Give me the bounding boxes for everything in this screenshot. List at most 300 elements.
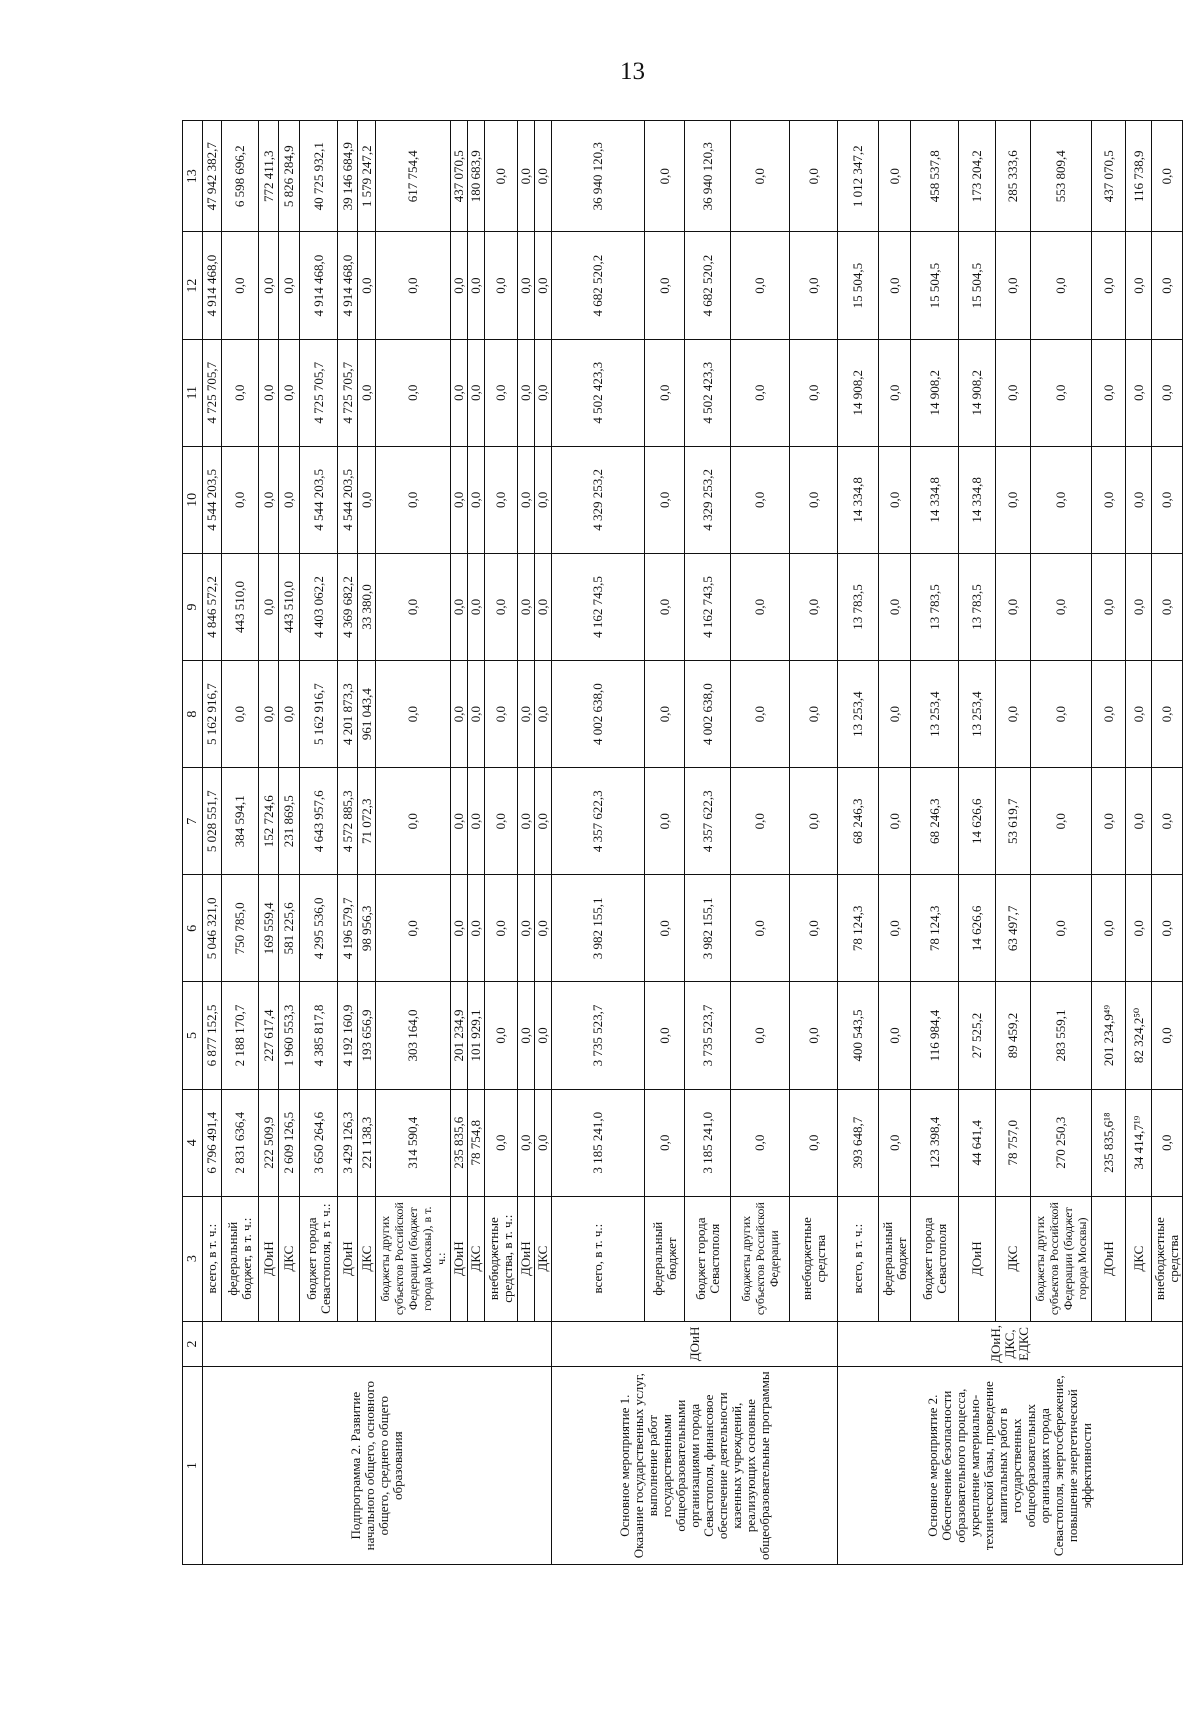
value-cell: 0,0 bbox=[1126, 339, 1152, 446]
value-cell: 14 626,6 bbox=[959, 875, 996, 982]
value-cell: 0,0 bbox=[879, 121, 911, 232]
value-cell: 4 192 160,9 bbox=[338, 982, 358, 1089]
value-cell: 0,0 bbox=[518, 661, 535, 768]
value-cell: 78 754,8 bbox=[468, 1089, 485, 1196]
value-cell: 0,0 bbox=[645, 661, 685, 768]
value-cell: 0,0 bbox=[645, 232, 685, 339]
value-cell: 0,0 bbox=[996, 661, 1031, 768]
value-cell: 0,0 bbox=[790, 1089, 838, 1196]
value-cell: 6 877 152,5 bbox=[203, 982, 222, 1089]
value-cell: 36 940 120,3 bbox=[552, 121, 645, 232]
value-cell: 82 324,2⁵⁰ bbox=[1126, 982, 1152, 1089]
funding-source-cell: всего, в т. ч.: bbox=[552, 1196, 645, 1321]
funding-source-cell: федеральный бюджет, в т. ч.: bbox=[222, 1196, 259, 1321]
value-cell: 3 185 241,0 bbox=[552, 1089, 645, 1196]
value-cell: 0,0 bbox=[222, 232, 259, 339]
header-col-11: 11 bbox=[183, 339, 203, 446]
value-cell: 0,0 bbox=[535, 446, 552, 553]
value-cell: 4 544 203,5 bbox=[203, 446, 222, 553]
value-cell: 14 908,2 bbox=[959, 339, 996, 446]
value-cell: 0,0 bbox=[451, 768, 468, 875]
value-cell: 1 960 553,3 bbox=[279, 982, 300, 1089]
value-cell: 0,0 bbox=[731, 553, 790, 660]
value-cell: 0,0 bbox=[485, 553, 518, 660]
funding-source-cell: бюджеты других субъектов Российской Федерации bbox=[731, 1196, 790, 1321]
value-cell: 4 357 622,3 bbox=[552, 768, 645, 875]
header-row bbox=[183, 121, 203, 1565]
header-col-8: 8 bbox=[183, 661, 203, 768]
funding-source-cell: внебюджетные средства bbox=[790, 1196, 838, 1321]
value-cell: 0,0 bbox=[731, 446, 790, 553]
value-cell: 0,0 bbox=[731, 661, 790, 768]
value-cell: 6 796 491,4 bbox=[203, 1089, 222, 1196]
value-cell: 0,0 bbox=[645, 875, 685, 982]
value-cell: 0,0 bbox=[1126, 446, 1152, 553]
value-cell: 68 246,3 bbox=[838, 768, 879, 875]
value-cell: 0,0 bbox=[1126, 875, 1152, 982]
funding-source-cell: всего, в т. ч.: bbox=[203, 1196, 222, 1321]
value-cell: 0,0 bbox=[535, 982, 552, 1089]
funding-source-cell: ДКС bbox=[279, 1196, 300, 1321]
value-cell: 0,0 bbox=[518, 875, 535, 982]
value-cell: 0,0 bbox=[518, 1089, 535, 1196]
value-cell: 2 831 636,4 bbox=[222, 1089, 259, 1196]
value-cell: 3 735 523,7 bbox=[685, 982, 731, 1089]
value-cell: 4 162 743,5 bbox=[552, 553, 645, 660]
value-cell: 15 504,5 bbox=[838, 232, 879, 339]
value-cell: 4 201 873,3 bbox=[338, 661, 358, 768]
value-cell: 0,0 bbox=[518, 553, 535, 660]
value-cell: 4 544 203,5 bbox=[338, 446, 358, 553]
value-cell: 0,0 bbox=[1152, 339, 1183, 446]
value-cell: 231 869,5 bbox=[279, 768, 300, 875]
value-cell: 68 246,3 bbox=[911, 768, 959, 875]
value-cell: 4 002 638,0 bbox=[685, 661, 731, 768]
value-cell: 0,0 bbox=[222, 446, 259, 553]
value-cell: 0,0 bbox=[1152, 232, 1183, 339]
value-cell: 0,0 bbox=[518, 446, 535, 553]
funding-source-cell: внебюджетные средства bbox=[1152, 1196, 1183, 1321]
value-cell: 0,0 bbox=[1152, 875, 1183, 982]
value-cell: 2 609 126,5 bbox=[279, 1089, 300, 1196]
value-cell: 4 385 817,8 bbox=[300, 982, 338, 1089]
value-cell: 0,0 bbox=[645, 339, 685, 446]
value-cell: 393 648,7 bbox=[838, 1089, 879, 1196]
value-cell: 0,0 bbox=[1152, 121, 1183, 232]
value-cell: 400 543,5 bbox=[838, 982, 879, 1089]
value-cell: 0,0 bbox=[1152, 768, 1183, 875]
value-cell: 0,0 bbox=[451, 446, 468, 553]
value-cell: 0,0 bbox=[1152, 446, 1183, 553]
value-cell: 13 253,4 bbox=[911, 661, 959, 768]
value-cell: 0,0 bbox=[790, 982, 838, 1089]
value-cell: 0,0 bbox=[879, 768, 911, 875]
table-row bbox=[552, 121, 645, 1565]
value-cell: 2 188 170,7 bbox=[222, 982, 259, 1089]
value-cell: 0,0 bbox=[645, 446, 685, 553]
value-cell: 36 940 120,3 bbox=[685, 121, 731, 232]
value-cell: 4 329 253,2 bbox=[685, 446, 731, 553]
table-row bbox=[838, 121, 879, 1565]
value-cell: 14 334,8 bbox=[959, 446, 996, 553]
value-cell: 0,0 bbox=[518, 121, 535, 232]
value-cell: 0,0 bbox=[222, 661, 259, 768]
value-cell: 0,0 bbox=[1126, 232, 1152, 339]
value-cell: 4 846 572,2 bbox=[203, 553, 222, 660]
funding-source-cell: ДКС bbox=[358, 1196, 376, 1321]
funding-source-cell: ДОиН bbox=[959, 1196, 996, 1321]
program-name-cell: Основное мероприятие 1. Оказание государственных услуг, выполнение работ государственными общеобразовательными организациями города Севастополя, финансовое обеспечение деятельности казенных учреждений, реализующих основные общеобразовательные программы bbox=[552, 1367, 838, 1565]
value-cell: 0,0 bbox=[1152, 661, 1183, 768]
value-cell: 0,0 bbox=[731, 121, 790, 232]
responsible-cell bbox=[203, 1321, 552, 1367]
value-cell: 0,0 bbox=[279, 661, 300, 768]
value-cell: 3 429 126,3 bbox=[338, 1089, 358, 1196]
value-cell: 0,0 bbox=[259, 553, 279, 660]
value-cell: 0,0 bbox=[1152, 982, 1183, 1089]
value-cell: 581 225,6 bbox=[279, 875, 300, 982]
value-cell: 5 162 916,7 bbox=[300, 661, 338, 768]
funding-source-cell: бюджет города Севастополя, в т. ч.: bbox=[300, 1196, 338, 1321]
value-cell: 4 643 957,6 bbox=[300, 768, 338, 875]
value-cell: 458 537,8 bbox=[911, 121, 959, 232]
funding-source-cell: ДКС bbox=[1126, 1196, 1152, 1321]
value-cell: 0,0 bbox=[996, 446, 1031, 553]
funding-source-cell: федеральный бюджет bbox=[879, 1196, 911, 1321]
value-cell: 303 164,0 bbox=[376, 982, 451, 1089]
value-cell: 0,0 bbox=[259, 446, 279, 553]
value-cell: 6 598 696,2 bbox=[222, 121, 259, 232]
value-cell: 4 682 520,2 bbox=[685, 232, 731, 339]
funding-source-cell: внебюджетные средства, в т. ч.: bbox=[485, 1196, 518, 1321]
value-cell: 5 162 916,7 bbox=[203, 661, 222, 768]
value-cell: 0,0 bbox=[451, 339, 468, 446]
value-cell: 961 043,4 bbox=[358, 661, 376, 768]
funding-source-cell: ДОиН bbox=[451, 1196, 468, 1321]
value-cell: 0,0 bbox=[535, 553, 552, 660]
value-cell: 0,0 bbox=[790, 661, 838, 768]
value-cell: 0,0 bbox=[790, 446, 838, 553]
value-cell: 3 982 155,1 bbox=[685, 875, 731, 982]
value-cell: 222 509,9 bbox=[259, 1089, 279, 1196]
value-cell: 14 908,2 bbox=[911, 339, 959, 446]
funding-source-cell: всего, в т. ч.: bbox=[838, 1196, 879, 1321]
value-cell: 4 914 468,0 bbox=[203, 232, 222, 339]
value-cell: 0,0 bbox=[358, 339, 376, 446]
value-cell: 437 070,5 bbox=[451, 121, 468, 232]
value-cell: 0,0 bbox=[535, 1089, 552, 1196]
value-cell: 5 046 321,0 bbox=[203, 875, 222, 982]
value-cell: 0,0 bbox=[996, 339, 1031, 446]
funding-source-cell: бюджет города Севастополя bbox=[685, 1196, 731, 1321]
value-cell: 0,0 bbox=[1126, 768, 1152, 875]
table-body bbox=[203, 121, 1183, 1565]
value-cell: 0,0 bbox=[485, 232, 518, 339]
value-cell: 0,0 bbox=[879, 446, 911, 553]
value-cell: 14 334,8 bbox=[911, 446, 959, 553]
header-col-7: 7 bbox=[183, 768, 203, 875]
value-cell: 0,0 bbox=[1031, 661, 1092, 768]
value-cell: 44 641,4 bbox=[959, 1089, 996, 1196]
value-cell: 0,0 bbox=[485, 121, 518, 232]
header-col-4: 4 bbox=[183, 1089, 203, 1196]
value-cell: 0,0 bbox=[451, 232, 468, 339]
value-cell: 553 809,4 bbox=[1031, 121, 1092, 232]
value-cell: 0,0 bbox=[996, 553, 1031, 660]
value-cell: 0,0 bbox=[376, 875, 451, 982]
value-cell: 169 559,4 bbox=[259, 875, 279, 982]
value-cell: 39 146 684,9 bbox=[338, 121, 358, 232]
value-cell: 0,0 bbox=[879, 232, 911, 339]
value-cell: 116 984,4 bbox=[911, 982, 959, 1089]
value-cell: 3 982 155,1 bbox=[552, 875, 645, 982]
value-cell: 14 908,2 bbox=[838, 339, 879, 446]
value-cell: 14 334,8 bbox=[838, 446, 879, 553]
value-cell: 221 138,3 bbox=[358, 1089, 376, 1196]
value-cell: 772 411,3 bbox=[259, 121, 279, 232]
value-cell: 0,0 bbox=[645, 553, 685, 660]
value-cell: 0,0 bbox=[485, 875, 518, 982]
value-cell: 0,0 bbox=[1092, 339, 1126, 446]
value-cell: 0,0 bbox=[645, 1089, 685, 1196]
value-cell: 0,0 bbox=[376, 339, 451, 446]
value-cell: 0,0 bbox=[879, 661, 911, 768]
value-cell: 0,0 bbox=[535, 661, 552, 768]
value-cell: 13 783,5 bbox=[911, 553, 959, 660]
value-cell: 180 683,9 bbox=[468, 121, 485, 232]
value-cell: 53 619,7 bbox=[996, 768, 1031, 875]
header-col-5: 5 bbox=[183, 982, 203, 1089]
value-cell: 0,0 bbox=[376, 232, 451, 339]
value-cell: 384 594,1 bbox=[222, 768, 259, 875]
rotated-table-container bbox=[182, 120, 1181, 1565]
value-cell: 4 369 682,2 bbox=[338, 553, 358, 660]
value-cell: 750 785,0 bbox=[222, 875, 259, 982]
funding-source-cell: ДОиН bbox=[259, 1196, 279, 1321]
value-cell: 63 497,7 bbox=[996, 875, 1031, 982]
value-cell: 0,0 bbox=[790, 339, 838, 446]
value-cell: 0,0 bbox=[279, 446, 300, 553]
value-cell: 0,0 bbox=[535, 875, 552, 982]
value-cell: 0,0 bbox=[1152, 553, 1183, 660]
header-col-3: 3 bbox=[183, 1196, 203, 1321]
value-cell: 78 757,0 bbox=[996, 1089, 1031, 1196]
funding-source-cell: ДОиН bbox=[518, 1196, 535, 1321]
value-cell: 0,0 bbox=[485, 339, 518, 446]
value-cell: 40 725 932,1 bbox=[300, 121, 338, 232]
value-cell: 5 826 284,9 bbox=[279, 121, 300, 232]
value-cell: 235 835,6¹⁸ bbox=[1092, 1089, 1126, 1196]
value-cell: 0,0 bbox=[645, 768, 685, 875]
value-cell: 0,0 bbox=[259, 661, 279, 768]
value-cell: 0,0 bbox=[731, 982, 790, 1089]
funding-source-cell: ДОиН bbox=[338, 1196, 358, 1321]
value-cell: 0,0 bbox=[790, 121, 838, 232]
header-col-9: 9 bbox=[183, 553, 203, 660]
value-cell: 4 725 705,7 bbox=[300, 339, 338, 446]
funding-source-cell: ДОиН bbox=[1092, 1196, 1126, 1321]
value-cell: 3 735 523,7 bbox=[552, 982, 645, 1089]
page-number: 13 bbox=[620, 58, 645, 85]
value-cell: 201 234,9 bbox=[451, 982, 468, 1089]
value-cell: 34 414,7¹⁹ bbox=[1126, 1089, 1152, 1196]
value-cell: 27 525,2 bbox=[959, 982, 996, 1089]
value-cell: 89 459,2 bbox=[996, 982, 1031, 1089]
value-cell: 4 725 705,7 bbox=[203, 339, 222, 446]
value-cell: 173 204,2 bbox=[959, 121, 996, 232]
value-cell: 0,0 bbox=[279, 232, 300, 339]
value-cell: 0,0 bbox=[879, 339, 911, 446]
value-cell: 33 380,0 bbox=[358, 553, 376, 660]
value-cell: 0,0 bbox=[879, 553, 911, 660]
value-cell: 13 253,4 bbox=[959, 661, 996, 768]
value-cell: 123 398,4 bbox=[911, 1089, 959, 1196]
value-cell: 0,0 bbox=[1031, 553, 1092, 660]
value-cell: 0,0 bbox=[879, 1089, 911, 1196]
responsible-cell: ДОиН, ДКС, ЕДКС bbox=[838, 1321, 1183, 1367]
value-cell: 0,0 bbox=[731, 768, 790, 875]
value-cell: 235 835,6 bbox=[451, 1089, 468, 1196]
value-cell: 4 572 885,3 bbox=[338, 768, 358, 875]
value-cell: 4 295 536,0 bbox=[300, 875, 338, 982]
value-cell: 0,0 bbox=[790, 768, 838, 875]
value-cell: 4 502 423,3 bbox=[685, 339, 731, 446]
value-cell: 101 929,1 bbox=[468, 982, 485, 1089]
funding-source-cell: федеральный бюджет bbox=[645, 1196, 685, 1321]
value-cell: 0,0 bbox=[1092, 875, 1126, 982]
value-cell: 0,0 bbox=[485, 768, 518, 875]
value-cell: 13 783,5 bbox=[959, 553, 996, 660]
value-cell: 0,0 bbox=[1031, 875, 1092, 982]
value-cell: 0,0 bbox=[1031, 446, 1092, 553]
value-cell: 14 626,6 bbox=[959, 768, 996, 875]
value-cell: 0,0 bbox=[1126, 661, 1152, 768]
value-cell: 0,0 bbox=[376, 553, 451, 660]
header-col-6: 6 bbox=[183, 875, 203, 982]
value-cell: 13 253,4 bbox=[838, 661, 879, 768]
value-cell: 0,0 bbox=[451, 875, 468, 982]
value-cell: 71 072,3 bbox=[358, 768, 376, 875]
value-cell: 285 333,6 bbox=[996, 121, 1031, 232]
value-cell: 283 559,1 bbox=[1031, 982, 1092, 1089]
value-cell: 0,0 bbox=[468, 232, 485, 339]
value-cell: 0,0 bbox=[259, 339, 279, 446]
responsible-cell: ДОиН bbox=[552, 1321, 838, 1367]
value-cell: 0,0 bbox=[1092, 446, 1126, 553]
value-cell: 0,0 bbox=[518, 982, 535, 1089]
budget-table bbox=[182, 120, 1183, 1565]
value-cell: 4 002 638,0 bbox=[552, 661, 645, 768]
program-name-cell: Основное мероприятие 2. Обеспечение безопасности образовательного процесса, укрепление материально-технической базы, проведение капитальных работ в государственных общеобразовательных организациях города Севастополя, энергосбережение, повышение энергетической эффективности bbox=[838, 1367, 1183, 1565]
funding-source-cell: ДКС bbox=[535, 1196, 552, 1321]
value-cell: 4 403 062,2 bbox=[300, 553, 338, 660]
value-cell: 270 250,3 bbox=[1031, 1089, 1092, 1196]
value-cell: 443 510,0 bbox=[222, 553, 259, 660]
value-cell: 0,0 bbox=[1152, 1089, 1183, 1196]
value-cell: 0,0 bbox=[879, 982, 911, 1089]
value-cell: 15 504,5 bbox=[959, 232, 996, 339]
value-cell: 3 185 241,0 bbox=[685, 1089, 731, 1196]
value-cell: 0,0 bbox=[259, 232, 279, 339]
funding-source-cell: ДКС bbox=[996, 1196, 1031, 1321]
value-cell: 437 070,5 bbox=[1092, 121, 1126, 232]
value-cell: 0,0 bbox=[376, 446, 451, 553]
value-cell: 0,0 bbox=[222, 339, 259, 446]
value-cell: 78 124,3 bbox=[911, 875, 959, 982]
header-col-1: 1 bbox=[183, 1367, 203, 1565]
value-cell: 4 329 253,2 bbox=[552, 446, 645, 553]
value-cell: 4 914 468,0 bbox=[338, 232, 358, 339]
value-cell: 0,0 bbox=[731, 232, 790, 339]
value-cell: 0,0 bbox=[518, 768, 535, 875]
program-name-cell: Подпрограмма 2. Развитие начального общего, основного общего, среднего общего образования bbox=[203, 1367, 552, 1565]
value-cell: 1 012 347,2 bbox=[838, 121, 879, 232]
value-cell: 0,0 bbox=[468, 553, 485, 660]
value-cell: 78 124,3 bbox=[838, 875, 879, 982]
value-cell: 4 544 203,5 bbox=[300, 446, 338, 553]
funding-source-cell: бюджет города Севастополя bbox=[911, 1196, 959, 1321]
value-cell: 116 738,9 bbox=[1126, 121, 1152, 232]
value-cell: 4 162 743,5 bbox=[685, 553, 731, 660]
value-cell: 0,0 bbox=[485, 1089, 518, 1196]
value-cell: 4 196 579,7 bbox=[338, 875, 358, 982]
value-cell: 0,0 bbox=[518, 339, 535, 446]
value-cell: 0,0 bbox=[645, 982, 685, 1089]
value-cell: 0,0 bbox=[518, 232, 535, 339]
funding-source-cell: ДКС bbox=[468, 1196, 485, 1321]
value-cell: 0,0 bbox=[645, 121, 685, 232]
value-cell: 0,0 bbox=[485, 982, 518, 1089]
value-cell: 4 725 705,7 bbox=[338, 339, 358, 446]
value-cell: 4 682 520,2 bbox=[552, 232, 645, 339]
value-cell: 201 234,9⁴⁹ bbox=[1092, 982, 1126, 1089]
value-cell: 0,0 bbox=[1031, 768, 1092, 875]
header-col-2: 2 bbox=[183, 1321, 203, 1367]
value-cell: 0,0 bbox=[468, 661, 485, 768]
value-cell: 0,0 bbox=[279, 339, 300, 446]
value-cell: 0,0 bbox=[468, 875, 485, 982]
value-cell: 1 579 247,2 bbox=[358, 121, 376, 232]
value-cell: 0,0 bbox=[731, 1089, 790, 1196]
header-col-10: 10 bbox=[183, 446, 203, 553]
value-cell: 0,0 bbox=[485, 446, 518, 553]
value-cell: 314 590,4 bbox=[376, 1089, 451, 1196]
value-cell: 443 510,0 bbox=[279, 553, 300, 660]
value-cell: 0,0 bbox=[468, 768, 485, 875]
value-cell: 0,0 bbox=[1092, 553, 1126, 660]
value-cell: 0,0 bbox=[468, 339, 485, 446]
value-cell: 152 724,6 bbox=[259, 768, 279, 875]
value-cell: 47 942 382,7 bbox=[203, 121, 222, 232]
value-cell: 0,0 bbox=[1031, 339, 1092, 446]
value-cell: 617 754,4 bbox=[376, 121, 451, 232]
value-cell: 15 504,5 bbox=[911, 232, 959, 339]
value-cell: 0,0 bbox=[731, 339, 790, 446]
value-cell: 0,0 bbox=[535, 339, 552, 446]
value-cell: 0,0 bbox=[731, 875, 790, 982]
value-cell: 0,0 bbox=[485, 661, 518, 768]
header-col-12: 12 bbox=[183, 232, 203, 339]
value-cell: 0,0 bbox=[535, 232, 552, 339]
value-cell: 0,0 bbox=[358, 446, 376, 553]
value-cell: 4 914 468,0 bbox=[300, 232, 338, 339]
value-cell: 0,0 bbox=[1126, 553, 1152, 660]
value-cell: 0,0 bbox=[358, 232, 376, 339]
value-cell: 0,0 bbox=[535, 121, 552, 232]
value-cell: 0,0 bbox=[376, 661, 451, 768]
value-cell: 5 028 551,7 bbox=[203, 768, 222, 875]
value-cell: 4 357 622,3 bbox=[685, 768, 731, 875]
